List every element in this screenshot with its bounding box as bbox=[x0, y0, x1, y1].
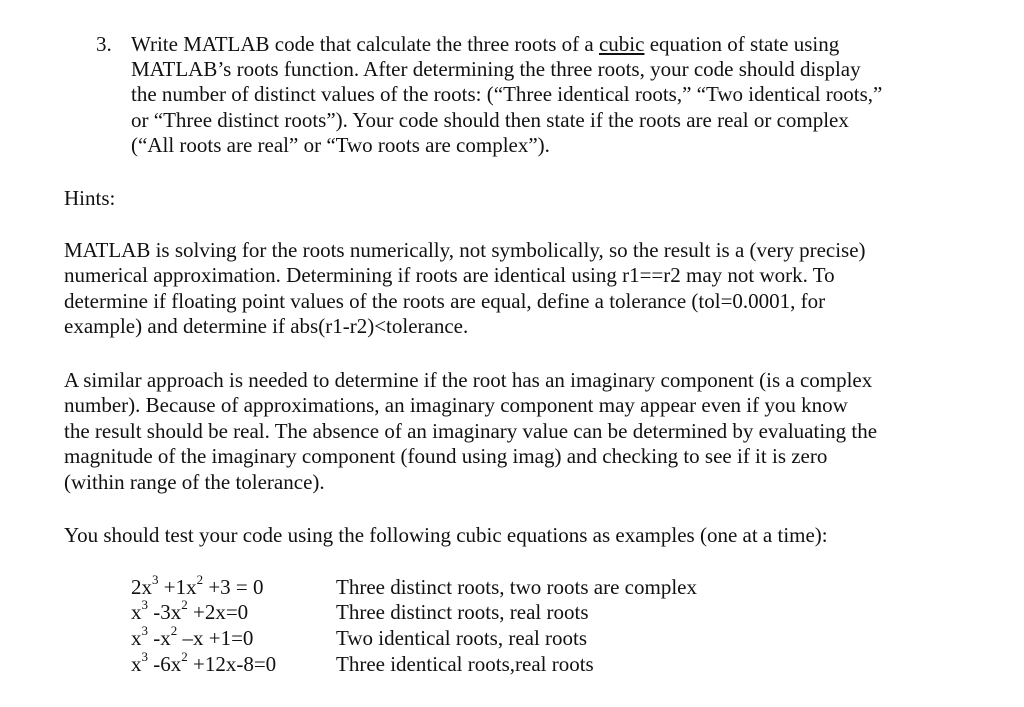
eq1-a: 2x bbox=[131, 575, 152, 599]
example-result-1: Three distinct roots, two roots are complex bbox=[336, 575, 697, 599]
eq1-b: +1x bbox=[158, 575, 197, 599]
example-equation-4 bbox=[131, 649, 277, 677]
example-result-4: Three identical roots,real roots bbox=[336, 652, 594, 676]
eq3-c: –x +1=0 bbox=[177, 626, 254, 650]
example-equation-3 bbox=[131, 623, 254, 651]
paragraph1-line-3: determine if floating point values of the roots are equal, define a tolerance (tol=0.0001, for bbox=[64, 289, 826, 313]
paragraph2-line-1: A similar approach is needed to determine if the root has an imaginary component (is a complex bbox=[64, 368, 873, 392]
paragraph2-line-4: magnitude of the imaginary component (found using imag) and checking to see if it is zero bbox=[64, 444, 828, 468]
eq4-b-exp: 2 bbox=[181, 649, 188, 664]
eq1-a-exp: 3 bbox=[152, 572, 159, 587]
hints-label: Hints: bbox=[64, 186, 116, 210]
eq4-b: -6x bbox=[148, 652, 182, 676]
eq3-b-exp: 2 bbox=[170, 623, 178, 638]
underlined-word-cubic: cubic bbox=[598, 32, 645, 56]
paragraph1-line-4: example) and determine if abs(r1-r2)<tolerance. bbox=[64, 314, 469, 338]
eq3-a: x bbox=[131, 626, 142, 650]
paragraph2-line-3: the result should be real. The absence of an imaginary value can be determined by evaluating the bbox=[64, 419, 878, 443]
example-result-3: Two identical roots, real roots bbox=[336, 626, 588, 650]
question-line-1 bbox=[131, 32, 839, 57]
eq2-a: x bbox=[131, 600, 142, 624]
eq2-a-exp: 3 bbox=[141, 597, 148, 612]
question-line-3: the number of distinct values of the roots: (“Three identical roots,” “Two identical roots,” bbox=[131, 82, 883, 106]
eq1-b-exp: 2 bbox=[196, 572, 204, 587]
question-line-5: (“All roots are real” or “Two roots are complex”). bbox=[131, 133, 550, 157]
question-line-2: MATLAB’s roots function. After determining the three roots, your code should display bbox=[131, 57, 861, 81]
eq3-a-exp: 3 bbox=[141, 623, 148, 638]
question-number: 3. bbox=[96, 32, 112, 56]
paragraph2-line-5: (within range of the tolerance). bbox=[64, 470, 325, 494]
eq4-a: x bbox=[131, 652, 142, 676]
eq2-b: -3x bbox=[148, 600, 182, 624]
paragraph2-line-2: number). Because of approximations, an imaginary component may appear even if you know bbox=[64, 393, 848, 417]
question-line-1-before: Write MATLAB code that calculate the three roots of a bbox=[131, 32, 599, 56]
paragraph1-line-1: MATLAB is solving for the roots numerically, not symbolically, so the result is a (very precise) bbox=[64, 238, 866, 262]
eq4-c: +12x-8=0 bbox=[187, 652, 277, 676]
eq4-a-exp: 3 bbox=[141, 649, 148, 664]
eq2-b-exp: 2 bbox=[181, 597, 188, 612]
eq3-b: -x bbox=[148, 626, 171, 650]
example-equation-1 bbox=[131, 572, 264, 600]
question-line-4: or “Three distinct roots”). Your code should then state if the roots are real or complex bbox=[131, 108, 849, 132]
paragraph3: You should test your code using the following cubic equations as examples (one at a time): bbox=[64, 523, 828, 547]
question-line-1-after: equation of state using bbox=[644, 32, 840, 56]
eq2-c: +2x=0 bbox=[187, 600, 249, 624]
example-result-2: Three distinct roots, real roots bbox=[336, 600, 589, 624]
paragraph1-line-2: numerical approximation. Determining if roots are identical using r1==r2 may not work. To bbox=[64, 263, 835, 287]
example-equation-2 bbox=[131, 597, 249, 625]
eq1-c: +3 = 0 bbox=[203, 575, 264, 599]
